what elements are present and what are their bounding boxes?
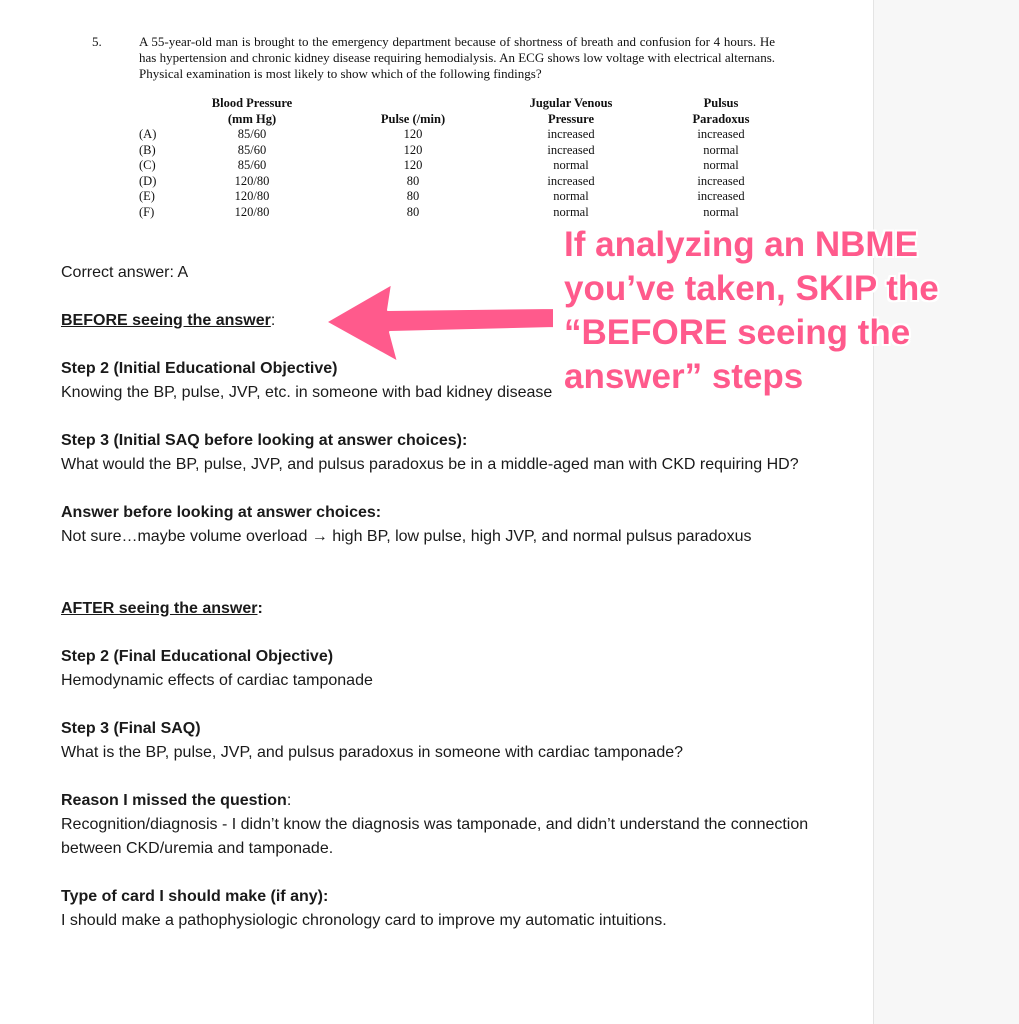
pulse-header [315, 96, 511, 127]
jvp-cell: increased [547, 142, 595, 157]
option-label: (E) [139, 189, 155, 203]
pulse-cell: 120 [403, 127, 423, 141]
arrow-left-icon [320, 270, 560, 370]
bp-cell: 85/60 [237, 142, 267, 157]
after-heading-text: AFTER seeing the answer [61, 600, 258, 617]
answer-choices-table [139, 96, 811, 220]
question-number: 5. [92, 34, 102, 49]
step2-initial-title: Step 2 (Initial Educational Objective) [61, 360, 338, 377]
pulsus-cell: increased [697, 127, 745, 141]
pulsus-cell: increased [697, 173, 745, 188]
bp-cell: 120/80 [234, 189, 270, 203]
card-type-text: I should make a pathophysiologic chronology card to improve my automatic intuitions. [61, 912, 667, 929]
bp-header [189, 96, 315, 127]
pulse-header-text: Pulse (/min) [380, 111, 446, 126]
answer-before-title: Answer before looking at answer choices: [61, 504, 382, 521]
reason-colon: : [286, 792, 292, 809]
bp-cell: 85/60 [237, 158, 267, 172]
before-heading-text: BEFORE seeing the answer [61, 312, 271, 329]
option-label: (A) [139, 127, 157, 141]
bp-cell: 120/80 [234, 204, 270, 219]
jvp-cell: normal [553, 204, 589, 219]
pulse-cell: 80 [406, 204, 420, 219]
pulse-cell: 120 [403, 142, 423, 157]
option-label: (B) [139, 142, 156, 157]
table-row [139, 205, 811, 221]
step3-initial-text: What would the BP, pulse, JVP, and pulsus paradoxus be in a middle-aged man with CKD requiring HD? [61, 456, 799, 473]
jvp-header-line2: Pressure [547, 111, 595, 126]
step3-final-title: Step 3 (Final SAQ) [61, 720, 201, 737]
pulsus-header-line1: Pulsus [703, 96, 739, 110]
option-label: (C) [139, 158, 156, 172]
step3-initial-title: Step 3 (Initial SAQ before looking at answer choices): [61, 432, 468, 449]
question-stem: A 55-year-old man is brought to the emergency department because of shortness of breath and confusion for 4 hours. He has hypertension and chronic kidney disease requiring hemodialysis. An ECG shows low voltage with electrical alternans. Physical examination is most likely to show which of the following findings? [139, 34, 775, 81]
pulsus-cell: normal [703, 142, 739, 157]
annotation-callout: If analyzing an NBME you’ve taken, SKIP the “BEFORE seeing the answer” steps [564, 225, 939, 396]
step2-initial-text: Knowing the BP, pulse, JVP, etc. in someone with bad kidney disease [61, 384, 553, 401]
step2-final-title: Step 2 (Final Educational Objective) [61, 648, 334, 665]
right-margin-gutter [873, 0, 1019, 1024]
reason-title: Reason I missed the question [61, 792, 287, 809]
step2-final-text: Hemodynamic effects of cardiac tamponade [61, 672, 373, 689]
pulsus-cell: increased [697, 189, 745, 203]
pulsus-cell: normal [703, 204, 739, 219]
table-row [139, 174, 811, 190]
pulse-cell: 120 [403, 158, 423, 172]
bp-cell: 120/80 [234, 173, 270, 188]
bp-cell: 85/60 [237, 127, 267, 141]
jvp-header-line1: Jugular Venous [529, 96, 613, 110]
pulse-cell: 80 [406, 189, 420, 203]
reason-text: Recognition/diagnosis - I didn’t know the diagnosis was tamponade, and didn’t understand the connection between CKD/uremia and tamponade. [61, 816, 809, 857]
table-row [139, 143, 811, 159]
before-heading-colon: : [270, 312, 276, 329]
pulsus-header [631, 96, 811, 127]
jvp-cell: increased [547, 173, 595, 188]
after-section-heading [61, 597, 821, 621]
pulsus-cell: normal [703, 158, 739, 172]
after-heading-colon: : [257, 600, 263, 617]
pulsus-header-line2: Paradoxus [692, 111, 750, 126]
card-type-title: Type of card I should make (if any): [61, 888, 329, 905]
jvp-cell: normal [553, 158, 589, 172]
option-label: (F) [139, 204, 155, 219]
answer-before-text: Not sure…maybe volume overload → high BP, low pulse, high JVP, and normal pulsus paradoxus [61, 528, 752, 545]
pulse-cell: 80 [406, 173, 420, 188]
option-header [139, 96, 189, 127]
jvp-header [511, 96, 631, 127]
table-header-row [139, 96, 811, 127]
jvp-cell: normal [553, 189, 589, 203]
table-row [139, 127, 811, 143]
jvp-cell: increased [547, 127, 595, 141]
option-label: (D) [139, 173, 157, 188]
table-row [139, 189, 811, 205]
reason-heading [61, 789, 821, 813]
bp-header-line1: Blood Pressure [211, 96, 293, 110]
table-row [139, 158, 811, 174]
step3-final-text: What is the BP, pulse, JVP, and pulsus paradoxus in someone with cardiac tamponade? [61, 744, 684, 761]
bp-header-line2: (mm Hg) [227, 111, 277, 126]
correct-answer: Correct answer: A [61, 264, 189, 281]
